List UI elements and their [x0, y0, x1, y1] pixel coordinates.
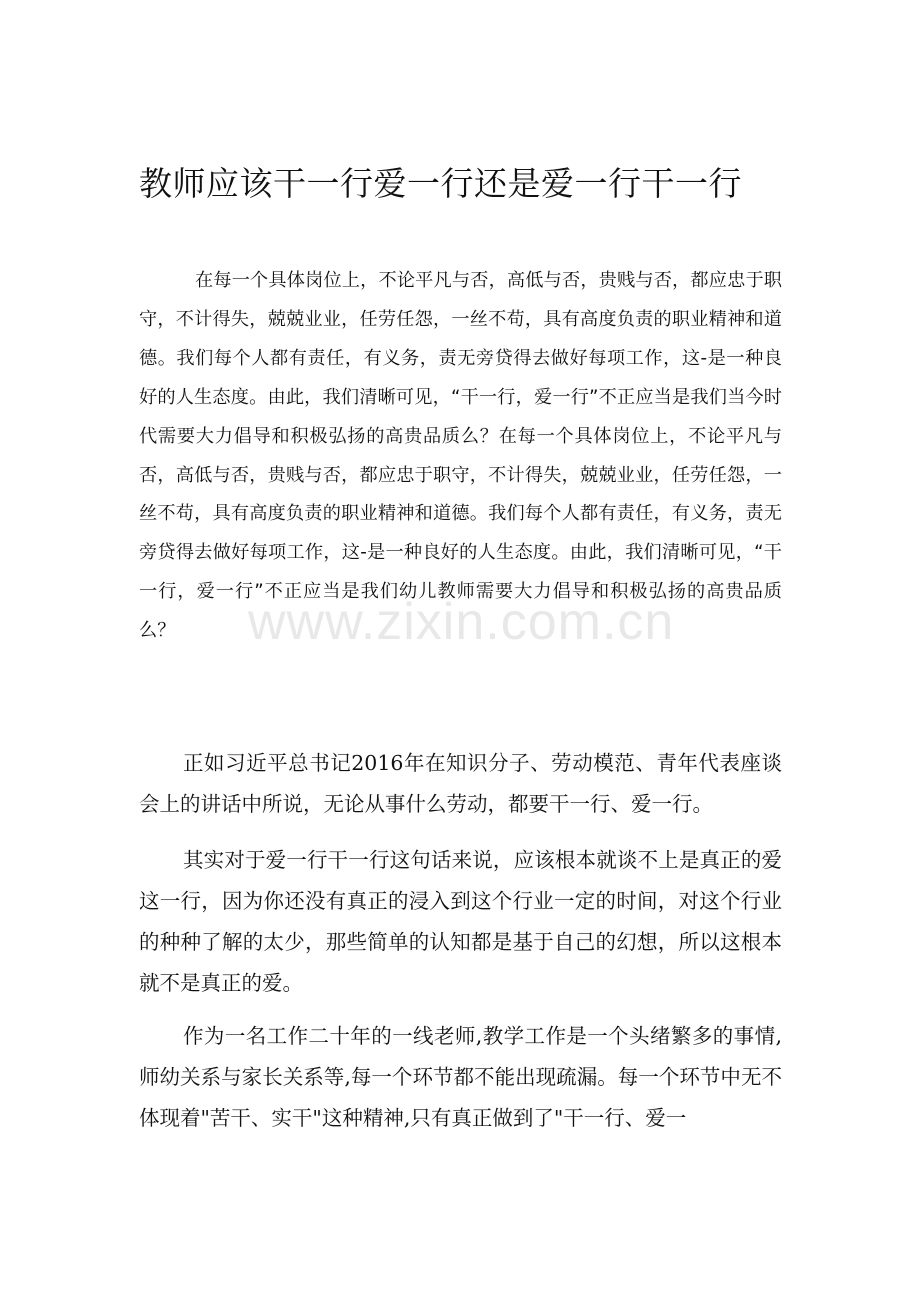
paragraph-1: 在每一个具体岗位上，不论平凡与否，高低与否，贵贱与否，都应忠于职守，不计得失，兢兢业业，任劳任怨，一丝不苟，具有高度负责的职业精神和道德。我们每个人都有责任，有义务，责无旁贷得去做好每项工作，这-是一种良好的人生态度。由此，我们清晰可见，“干一行，爱一行”不正应当是我们当今时代需要大力倡导和积极弘扬的高贵品质么？在每一个具体岗位上，不论平凡与否，高低与否，贵贱与否，都应忠于职守，不计得失，兢兢业业，任劳任怨，一丝不苟，具有高度负责的职业精神和道德。我们每个人都有责任，有义务，责无旁贷得去做好每项工作，这-是一种良好的人生态度。由此，我们清晰可见，“干一行，爱一行”不正应当是我们幼儿教师需要大力倡导和积极弘扬的高贵品质么？: [139, 270, 782, 642]
paragraph-2: 正如习近平总书记2016年在知识分子、劳动模范、青年代表座谈会上的讲话中所说，无论从事什么劳动，都要干一行、爱一行。: [139, 751, 782, 816]
paragraph-4: 作为一名工作二十年的一线老师,教学工作是一个头绪繁多的事情,师幼关系与家长关系等,每一个环节都不能出现疏漏。每一个环节中无不体现着"苦干、实干"这种精神,只有真正做到了"干一行、爱一: [139, 1024, 782, 1130]
paragraph-3: 其实对于爱一行干一行这句话来说，应该根本就谈不上是真正的爱这一行，因为你还没有真正的浸入到这个行业一定的时间，对这个行业的种种了解的太少，那些简单的认知都是基于自己的幻想，所以这根本就不是真正的爱。: [139, 848, 782, 995]
document-title: 教师应该干一行爱一行还是爱一行干一行: [139, 164, 742, 203]
watermark: www.zixin.com.cn: [248, 593, 675, 651]
